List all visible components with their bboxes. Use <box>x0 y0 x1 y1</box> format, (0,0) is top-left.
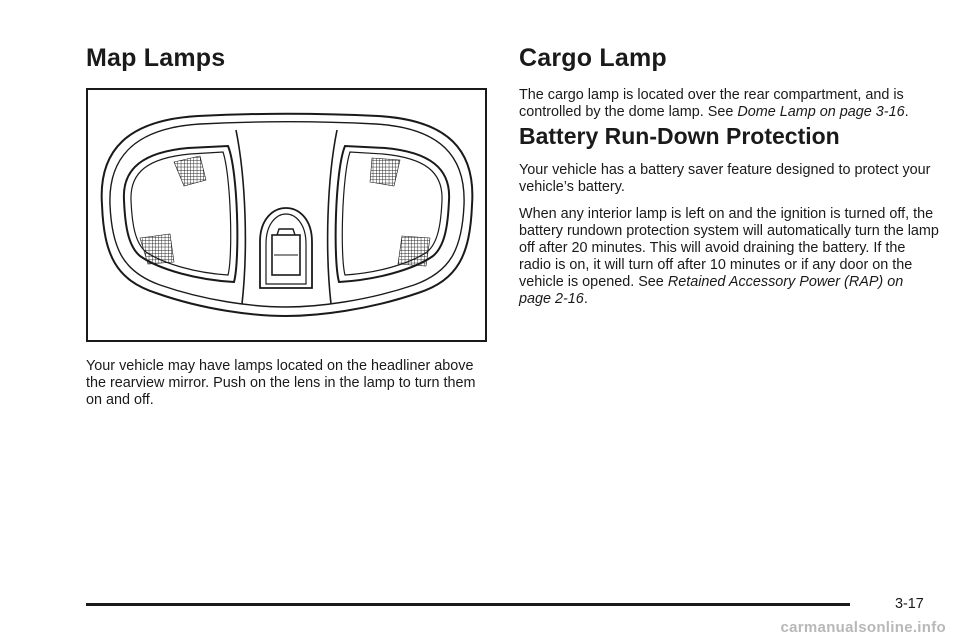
cargo-lamp-heading: Cargo Lamp <box>519 44 667 72</box>
map-lamps-section <box>86 42 490 74</box>
watermark: carmanualsonline.info <box>780 619 946 636</box>
map-lamps-heading: Map Lamps <box>86 44 226 72</box>
cargo-lamp-paragraph <box>519 87 939 121</box>
cargo-lamp-end: . <box>904 104 909 120</box>
map-lamps-paragraph: Your vehicle may have lamps located on the headliner above the rearview mirror. Push on the lens in the lamp to turn them on and off. <box>86 358 476 408</box>
battery-paragraph-2-end: . <box>583 291 588 307</box>
right-column <box>519 42 939 308</box>
cargo-lamp-text: The cargo lamp is located over the rear compartment, and is controlled by the dome lamp. See <box>519 87 904 120</box>
rap-reference-link[interactable]: Retained Accessory Power (RAP) on page 2-16 <box>519 274 904 307</box>
battery-paragraph-1: Your vehicle has a battery saver feature designed to protect your vehicle’s battery. <box>519 162 931 195</box>
battery-paragraph-2-text: When any interior lamp is left on and the ignition is turned off, the battery rundown protection system will automatically turn the lamp off after 20 minutes. This will avoid draining the battery. If the radio is on, it will turn off after 10 minutes or if any door on the vehicle is opened. See <box>519 206 939 290</box>
dome-lamp-reference-link[interactable]: Dome Lamp on page 3-16 <box>737 104 905 120</box>
battery-protection-heading: Battery Run-Down Protection <box>519 123 840 149</box>
map-lamps-body-block <box>86 358 490 409</box>
footer-rule <box>86 603 850 606</box>
overhead-console-drawing <box>88 90 485 340</box>
page-number: 3-17 <box>895 596 924 612</box>
battery-paragraph-2 <box>519 206 939 308</box>
map-lamps-illustration <box>86 88 487 342</box>
